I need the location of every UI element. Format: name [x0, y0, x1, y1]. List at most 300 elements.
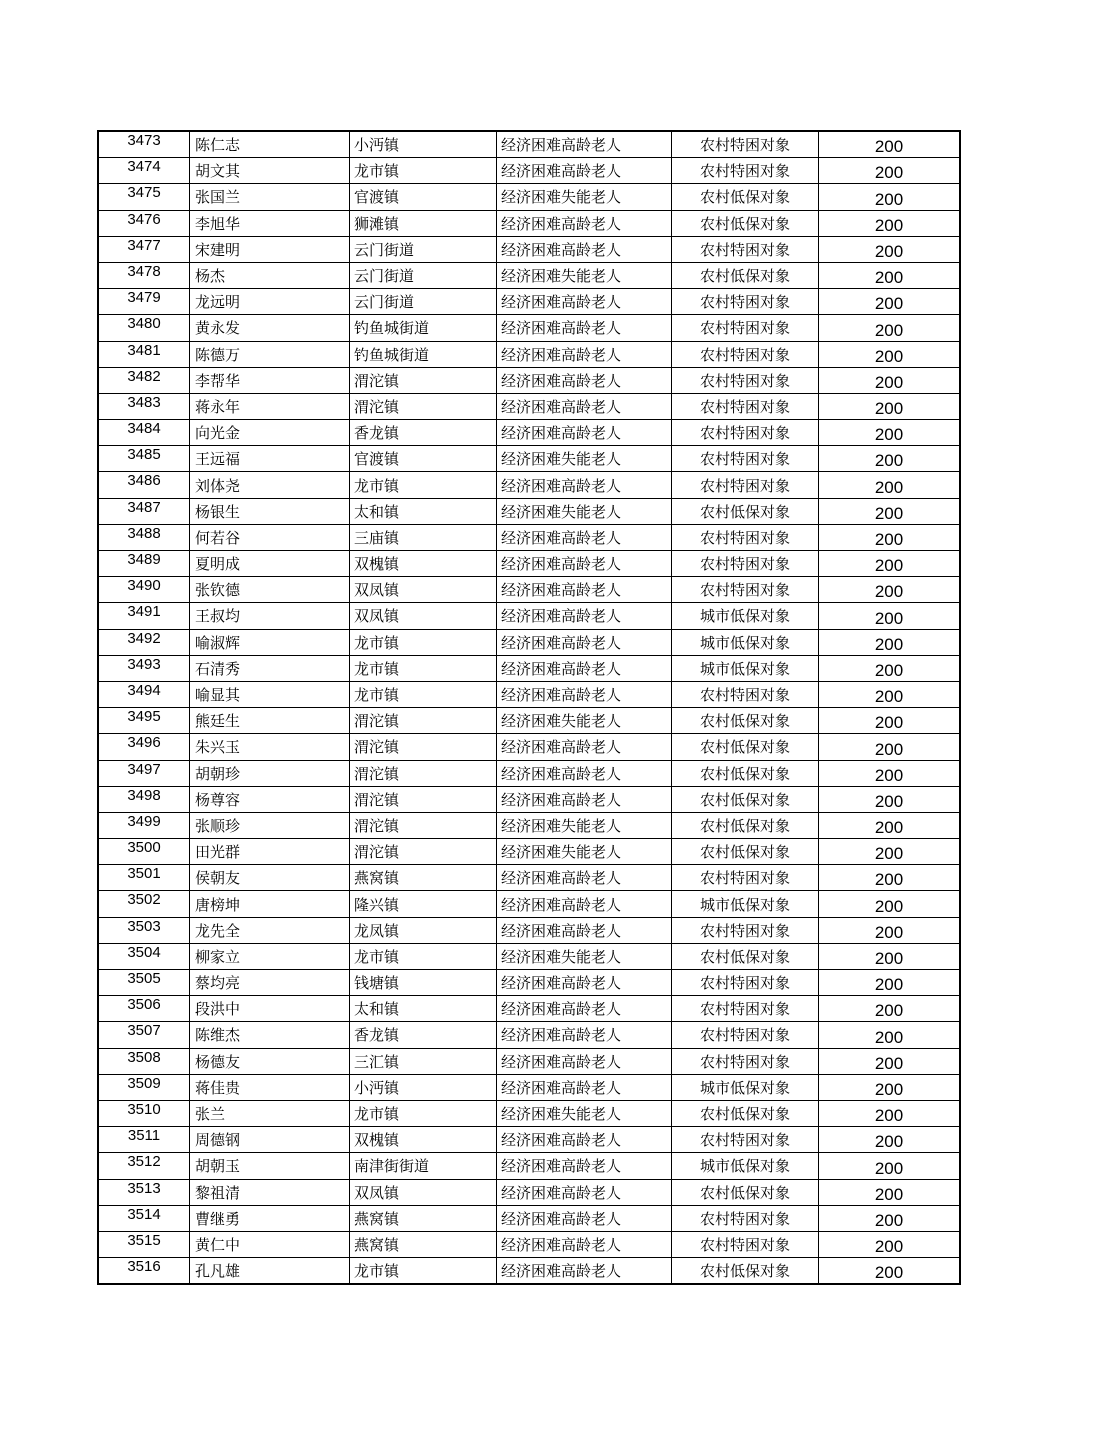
row-number-cell: 3515	[98, 1231, 190, 1257]
person-name-cell: 唐榜坤	[190, 891, 350, 917]
recipient-category-cell: 城市低保对象	[672, 1074, 819, 1100]
table-row	[98, 262, 960, 288]
recipient-category-cell: 城市低保对象	[672, 1153, 819, 1179]
row-number-cell: 3489	[98, 551, 190, 577]
person-name-cell: 喻淑辉	[190, 629, 350, 655]
subsidy-type-cell: 经济困难高龄老人	[497, 917, 672, 943]
subsidy-type-cell: 经济困难失能老人	[497, 184, 672, 210]
table-row	[98, 943, 960, 969]
recipient-category-cell: 农村特困对象	[672, 315, 819, 341]
table-row	[98, 1100, 960, 1126]
town-name-cell: 三汇镇	[350, 1048, 497, 1074]
person-name-cell: 柳家立	[190, 943, 350, 969]
table-row	[98, 734, 960, 760]
town-name-cell: 隆兴镇	[350, 891, 497, 917]
recipient-category-cell: 农村低保对象	[672, 839, 819, 865]
table-row	[98, 1179, 960, 1205]
subsidy-amount-cell: 200	[819, 812, 961, 838]
recipient-category-cell: 农村特困对象	[672, 917, 819, 943]
person-name-cell: 孔凡雄	[190, 1258, 350, 1285]
subsidy-type-cell: 经济困难失能老人	[497, 1100, 672, 1126]
subsidy-type-cell: 经济困难高龄老人	[497, 760, 672, 786]
person-name-cell: 陈德万	[190, 341, 350, 367]
town-name-cell: 渭沱镇	[350, 786, 497, 812]
row-number-cell: 3475	[98, 184, 190, 210]
subsidy-amount-cell: 200	[819, 839, 961, 865]
subsidy-type-cell: 经济困难高龄老人	[497, 367, 672, 393]
table-row	[98, 315, 960, 341]
subsidy-amount-cell: 200	[819, 1074, 961, 1100]
recipient-category-cell: 农村低保对象	[672, 734, 819, 760]
row-number-cell: 3484	[98, 420, 190, 446]
subsidy-type-cell: 经济困难高龄老人	[497, 341, 672, 367]
town-name-cell: 双凤镇	[350, 1179, 497, 1205]
person-name-cell: 张国兰	[190, 184, 350, 210]
recipient-category-cell: 城市低保对象	[672, 891, 819, 917]
town-name-cell: 龙市镇	[350, 943, 497, 969]
subsidy-type-cell: 经济困难失能老人	[497, 839, 672, 865]
subsidy-type-cell: 经济困难高龄老人	[497, 1179, 672, 1205]
row-number-cell: 3491	[98, 603, 190, 629]
town-name-cell: 燕窝镇	[350, 1205, 497, 1231]
person-name-cell: 蔡均亮	[190, 970, 350, 996]
subsidy-amount-cell: 200	[819, 1258, 961, 1285]
row-number-cell: 3481	[98, 341, 190, 367]
person-name-cell: 李帮华	[190, 367, 350, 393]
subsidy-amount-cell: 200	[819, 446, 961, 472]
subsidy-type-cell: 经济困难高龄老人	[497, 1022, 672, 1048]
row-number-cell: 3478	[98, 262, 190, 288]
recipient-category-cell: 农村特困对象	[672, 289, 819, 315]
recipient-category-cell: 农村低保对象	[672, 498, 819, 524]
town-name-cell: 渭沱镇	[350, 734, 497, 760]
table-row	[98, 420, 960, 446]
person-name-cell: 宋建明	[190, 236, 350, 262]
person-name-cell: 石清秀	[190, 655, 350, 681]
town-name-cell: 钓鱼城街道	[350, 341, 497, 367]
person-name-cell: 黄仁中	[190, 1231, 350, 1257]
subsidy-amount-cell: 200	[819, 210, 961, 236]
table-row	[98, 210, 960, 236]
recipient-category-cell: 农村低保对象	[672, 760, 819, 786]
subsidy-amount-cell: 200	[819, 1153, 961, 1179]
subsidy-amount-cell: 200	[819, 1048, 961, 1074]
person-name-cell: 周德钢	[190, 1127, 350, 1153]
town-name-cell: 太和镇	[350, 498, 497, 524]
subsidy-type-cell: 经济困难高龄老人	[497, 1127, 672, 1153]
subsidy-type-cell: 经济困难高龄老人	[497, 865, 672, 891]
subsidy-type-cell: 经济困难高龄老人	[497, 472, 672, 498]
table-row	[98, 812, 960, 838]
town-name-cell: 钓鱼城街道	[350, 315, 497, 341]
person-name-cell: 刘体尧	[190, 472, 350, 498]
row-number-cell: 3473	[98, 131, 190, 158]
town-name-cell: 官渡镇	[350, 446, 497, 472]
town-name-cell: 渭沱镇	[350, 367, 497, 393]
person-name-cell: 张兰	[190, 1100, 350, 1126]
subsidy-type-cell: 经济困难高龄老人	[497, 315, 672, 341]
person-name-cell: 蒋永年	[190, 393, 350, 419]
subsidy-amount-cell: 200	[819, 1022, 961, 1048]
town-name-cell: 钱塘镇	[350, 970, 497, 996]
subsidy-amount-cell: 200	[819, 786, 961, 812]
table-row	[98, 1231, 960, 1257]
person-name-cell: 胡朝珍	[190, 760, 350, 786]
table-row	[98, 577, 960, 603]
row-number-cell: 3497	[98, 760, 190, 786]
row-number-cell: 3492	[98, 629, 190, 655]
subsidy-type-cell: 经济困难高龄老人	[497, 1205, 672, 1231]
recipient-category-cell: 农村特困对象	[672, 1127, 819, 1153]
recipient-category-cell: 农村特困对象	[672, 341, 819, 367]
person-name-cell: 杨德友	[190, 1048, 350, 1074]
person-name-cell: 龙先全	[190, 917, 350, 943]
row-number-cell: 3477	[98, 236, 190, 262]
town-name-cell: 云门街道	[350, 289, 497, 315]
table-row	[98, 498, 960, 524]
subsidy-amount-cell: 200	[819, 577, 961, 603]
person-name-cell: 曹继勇	[190, 1205, 350, 1231]
row-number-cell: 3504	[98, 943, 190, 969]
subsidy-amount-cell: 200	[819, 655, 961, 681]
subsidy-type-cell: 经济困难高龄老人	[497, 236, 672, 262]
person-name-cell: 龙远明	[190, 289, 350, 315]
person-name-cell: 侯朝友	[190, 865, 350, 891]
table-row	[98, 131, 960, 158]
recipient-category-cell: 农村特困对象	[672, 393, 819, 419]
recipient-category-cell: 农村低保对象	[672, 812, 819, 838]
town-name-cell: 龙市镇	[350, 158, 497, 184]
subsidy-amount-cell: 200	[819, 393, 961, 419]
subsidy-type-cell: 经济困难失能老人	[497, 943, 672, 969]
subsidy-type-cell: 经济困难高龄老人	[497, 970, 672, 996]
person-name-cell: 杨尊容	[190, 786, 350, 812]
row-number-cell: 3474	[98, 158, 190, 184]
table-row	[98, 603, 960, 629]
subsidy-type-cell: 经济困难高龄老人	[497, 131, 672, 158]
town-name-cell: 太和镇	[350, 996, 497, 1022]
recipient-category-cell: 农村特困对象	[672, 1022, 819, 1048]
row-number-cell: 3508	[98, 1048, 190, 1074]
subsidy-amount-cell: 200	[819, 315, 961, 341]
subsidy-type-cell: 经济困难高龄老人	[497, 524, 672, 550]
subsidy-type-cell: 经济困难高龄老人	[497, 420, 672, 446]
town-name-cell: 渭沱镇	[350, 760, 497, 786]
row-number-cell: 3513	[98, 1179, 190, 1205]
table-row	[98, 891, 960, 917]
town-name-cell: 龙市镇	[350, 472, 497, 498]
recipient-category-cell: 农村低保对象	[672, 210, 819, 236]
subsidy-amount-cell: 200	[819, 629, 961, 655]
row-number-cell: 3501	[98, 865, 190, 891]
subsidy-amount-cell: 200	[819, 943, 961, 969]
table-row	[98, 1205, 960, 1231]
row-number-cell: 3494	[98, 681, 190, 707]
town-name-cell: 小沔镇	[350, 1074, 497, 1100]
town-name-cell: 小沔镇	[350, 131, 497, 158]
subsidy-amount-cell: 200	[819, 1127, 961, 1153]
row-number-cell: 3495	[98, 708, 190, 734]
row-number-cell: 3510	[98, 1100, 190, 1126]
town-name-cell: 燕窝镇	[350, 865, 497, 891]
person-name-cell: 王叔均	[190, 603, 350, 629]
subsidy-type-cell: 经济困难失能老人	[497, 708, 672, 734]
town-name-cell: 龙市镇	[350, 655, 497, 681]
recipient-category-cell: 农村特困对象	[672, 236, 819, 262]
subsidy-type-cell: 经济困难高龄老人	[497, 655, 672, 681]
table-row	[98, 786, 960, 812]
person-name-cell: 向光金	[190, 420, 350, 446]
table-row	[98, 760, 960, 786]
recipient-category-cell: 农村特困对象	[672, 420, 819, 446]
table-row	[98, 1127, 960, 1153]
person-name-cell: 蒋佳贵	[190, 1074, 350, 1100]
recipient-category-cell: 农村特困对象	[672, 524, 819, 550]
town-name-cell: 龙市镇	[350, 1258, 497, 1285]
recipient-category-cell: 农村低保对象	[672, 184, 819, 210]
recipient-category-cell: 农村低保对象	[672, 1100, 819, 1126]
table-row	[98, 1153, 960, 1179]
recipient-category-cell: 农村低保对象	[672, 708, 819, 734]
town-name-cell: 三庙镇	[350, 524, 497, 550]
recipient-category-cell: 城市低保对象	[672, 603, 819, 629]
town-name-cell: 香龙镇	[350, 1022, 497, 1048]
subsidy-type-cell: 经济困难高龄老人	[497, 603, 672, 629]
row-number-cell: 3476	[98, 210, 190, 236]
table-row	[98, 158, 960, 184]
recipient-category-cell: 农村特困对象	[672, 996, 819, 1022]
row-number-cell: 3488	[98, 524, 190, 550]
subsidy-type-cell: 经济困难高龄老人	[497, 629, 672, 655]
town-name-cell: 云门街道	[350, 262, 497, 288]
row-number-cell: 3503	[98, 917, 190, 943]
row-number-cell: 3511	[98, 1127, 190, 1153]
subsidy-type-cell: 经济困难失能老人	[497, 262, 672, 288]
row-number-cell: 3505	[98, 970, 190, 996]
subsidy-amount-cell: 200	[819, 708, 961, 734]
subsidy-type-cell: 经济困难高龄老人	[497, 210, 672, 236]
person-name-cell: 何若谷	[190, 524, 350, 550]
subsidy-type-cell: 经济困难高龄老人	[497, 551, 672, 577]
table-row	[98, 865, 960, 891]
table-row	[98, 996, 960, 1022]
subsidy-amount-cell: 200	[819, 262, 961, 288]
subsidy-type-cell: 经济困难高龄老人	[497, 1231, 672, 1257]
recipient-category-cell: 农村特困对象	[672, 1205, 819, 1231]
town-name-cell: 官渡镇	[350, 184, 497, 210]
person-name-cell: 陈仁志	[190, 131, 350, 158]
person-name-cell: 张钦德	[190, 577, 350, 603]
subsidy-amount-cell: 200	[819, 131, 961, 158]
recipient-category-cell: 农村特困对象	[672, 865, 819, 891]
subsidy-type-cell: 经济困难高龄老人	[497, 996, 672, 1022]
recipient-category-cell: 农村低保对象	[672, 1179, 819, 1205]
subsidy-type-cell: 经济困难高龄老人	[497, 393, 672, 419]
recipient-category-cell: 农村特困对象	[672, 577, 819, 603]
row-number-cell: 3486	[98, 472, 190, 498]
recipient-category-cell: 城市低保对象	[672, 655, 819, 681]
table-row	[98, 393, 960, 419]
town-name-cell: 南津街街道	[350, 1153, 497, 1179]
row-number-cell: 3507	[98, 1022, 190, 1048]
table-row	[98, 446, 960, 472]
town-name-cell: 渭沱镇	[350, 812, 497, 838]
subsidy-type-cell: 经济困难高龄老人	[497, 289, 672, 315]
subsidy-type-cell: 经济困难高龄老人	[497, 734, 672, 760]
town-name-cell: 渭沱镇	[350, 708, 497, 734]
person-name-cell: 熊廷生	[190, 708, 350, 734]
person-name-cell: 段洪中	[190, 996, 350, 1022]
person-name-cell: 李旭华	[190, 210, 350, 236]
subsidy-amount-cell: 200	[819, 891, 961, 917]
subsidy-amount-cell: 200	[819, 289, 961, 315]
table-row	[98, 524, 960, 550]
recipient-category-cell: 农村特困对象	[672, 472, 819, 498]
subsidy-amount-cell: 200	[819, 524, 961, 550]
person-name-cell: 杨杰	[190, 262, 350, 288]
table-row	[98, 236, 960, 262]
subsidy-type-cell: 经济困难失能老人	[497, 446, 672, 472]
table-row	[98, 839, 960, 865]
row-number-cell: 3500	[98, 839, 190, 865]
table-row	[98, 708, 960, 734]
town-name-cell: 双凤镇	[350, 577, 497, 603]
town-name-cell: 龙凤镇	[350, 917, 497, 943]
town-name-cell: 双凤镇	[350, 603, 497, 629]
recipient-category-cell: 农村特困对象	[672, 158, 819, 184]
table-row	[98, 1074, 960, 1100]
subsidy-amount-cell: 200	[819, 760, 961, 786]
recipient-category-cell: 农村低保对象	[672, 1258, 819, 1285]
table-row	[98, 184, 960, 210]
row-number-cell: 3509	[98, 1074, 190, 1100]
table-row	[98, 367, 960, 393]
town-name-cell: 龙市镇	[350, 629, 497, 655]
subsidy-amount-cell: 200	[819, 1100, 961, 1126]
row-number-cell: 3502	[98, 891, 190, 917]
recipient-category-cell: 农村低保对象	[672, 262, 819, 288]
row-number-cell: 3483	[98, 393, 190, 419]
person-name-cell: 喻显其	[190, 681, 350, 707]
person-name-cell: 陈维杰	[190, 1022, 350, 1048]
subsidy-amount-cell: 200	[819, 184, 961, 210]
table-row	[98, 341, 960, 367]
subsidy-table	[97, 130, 961, 1285]
person-name-cell: 胡文其	[190, 158, 350, 184]
row-number-cell: 3514	[98, 1205, 190, 1231]
subsidy-amount-cell: 200	[819, 917, 961, 943]
table-row	[98, 655, 960, 681]
row-number-cell: 3479	[98, 289, 190, 315]
person-name-cell: 胡朝玉	[190, 1153, 350, 1179]
person-name-cell: 张顺珍	[190, 812, 350, 838]
person-name-cell: 田光群	[190, 839, 350, 865]
table-row	[98, 917, 960, 943]
subsidy-amount-cell: 200	[819, 681, 961, 707]
row-number-cell: 3499	[98, 812, 190, 838]
town-name-cell: 渭沱镇	[350, 393, 497, 419]
town-name-cell: 香龙镇	[350, 420, 497, 446]
town-name-cell: 云门街道	[350, 236, 497, 262]
subsidy-amount-cell: 200	[819, 472, 961, 498]
recipient-category-cell: 农村特困对象	[672, 1231, 819, 1257]
subsidy-type-cell: 经济困难高龄老人	[497, 1258, 672, 1285]
recipient-category-cell: 农村低保对象	[672, 786, 819, 812]
subsidy-amount-cell: 200	[819, 341, 961, 367]
subsidy-amount-cell: 200	[819, 1205, 961, 1231]
row-number-cell: 3480	[98, 315, 190, 341]
person-name-cell: 黄永发	[190, 315, 350, 341]
table-row	[98, 1048, 960, 1074]
subsidy-amount-cell: 200	[819, 865, 961, 891]
recipient-category-cell: 农村特困对象	[672, 681, 819, 707]
person-name-cell: 杨银生	[190, 498, 350, 524]
subsidy-type-cell: 经济困难高龄老人	[497, 891, 672, 917]
row-number-cell: 3485	[98, 446, 190, 472]
table-row	[98, 1022, 960, 1048]
row-number-cell: 3516	[98, 1258, 190, 1285]
recipient-category-cell: 农村特困对象	[672, 131, 819, 158]
town-name-cell: 渭沱镇	[350, 839, 497, 865]
town-name-cell: 龙市镇	[350, 1100, 497, 1126]
town-name-cell: 狮滩镇	[350, 210, 497, 236]
table-row	[98, 289, 960, 315]
recipient-category-cell: 农村特困对象	[672, 367, 819, 393]
subsidy-type-cell: 经济困难高龄老人	[497, 158, 672, 184]
row-number-cell: 3512	[98, 1153, 190, 1179]
subsidy-type-cell: 经济困难高龄老人	[497, 786, 672, 812]
recipient-category-cell: 农村特困对象	[672, 446, 819, 472]
subsidy-amount-cell: 200	[819, 498, 961, 524]
table-body	[98, 131, 960, 1284]
town-name-cell: 双槐镇	[350, 1127, 497, 1153]
subsidy-type-cell: 经济困难高龄老人	[497, 1153, 672, 1179]
row-number-cell: 3498	[98, 786, 190, 812]
subsidy-amount-cell: 200	[819, 996, 961, 1022]
table-row	[98, 629, 960, 655]
subsidy-amount-cell: 200	[819, 970, 961, 996]
subsidy-type-cell: 经济困难高龄老人	[497, 577, 672, 603]
person-name-cell: 朱兴玉	[190, 734, 350, 760]
subsidy-type-cell: 经济困难高龄老人	[497, 1074, 672, 1100]
row-number-cell: 3482	[98, 367, 190, 393]
subsidy-amount-cell: 200	[819, 367, 961, 393]
row-number-cell: 3487	[98, 498, 190, 524]
town-name-cell: 龙市镇	[350, 681, 497, 707]
subsidy-amount-cell: 200	[819, 603, 961, 629]
row-number-cell: 3506	[98, 996, 190, 1022]
row-number-cell: 3496	[98, 734, 190, 760]
town-name-cell: 燕窝镇	[350, 1231, 497, 1257]
recipient-category-cell: 农村特困对象	[672, 970, 819, 996]
recipient-category-cell: 城市低保对象	[672, 629, 819, 655]
subsidy-type-cell: 经济困难高龄老人	[497, 1048, 672, 1074]
subsidy-amount-cell: 200	[819, 158, 961, 184]
subsidy-amount-cell: 200	[819, 1179, 961, 1205]
subsidy-amount-cell: 200	[819, 551, 961, 577]
subsidy-amount-cell: 200	[819, 420, 961, 446]
person-name-cell: 黎祖清	[190, 1179, 350, 1205]
recipient-category-cell: 农村特困对象	[672, 551, 819, 577]
subsidy-type-cell: 经济困难失能老人	[497, 812, 672, 838]
subsidy-type-cell: 经济困难失能老人	[497, 498, 672, 524]
town-name-cell: 双槐镇	[350, 551, 497, 577]
recipient-category-cell: 农村低保对象	[672, 943, 819, 969]
subsidy-amount-cell: 200	[819, 236, 961, 262]
table-row	[98, 970, 960, 996]
person-name-cell: 夏明成	[190, 551, 350, 577]
table-row	[98, 681, 960, 707]
